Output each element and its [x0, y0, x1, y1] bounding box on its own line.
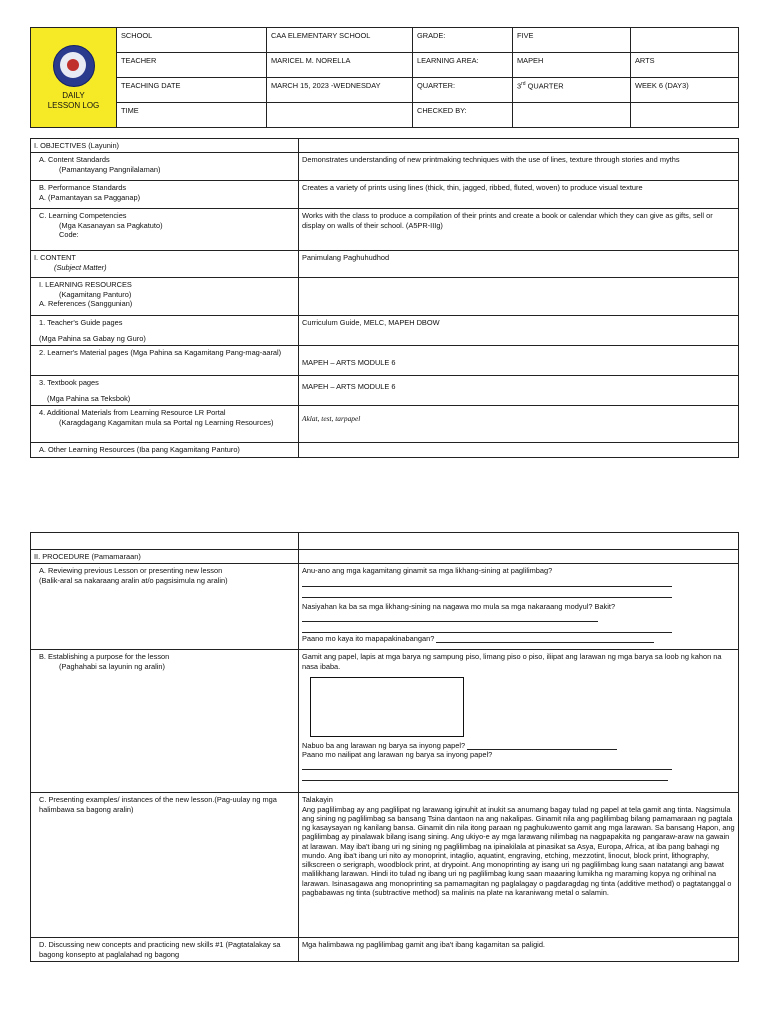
- purpose-question-1: Nabuo ba ang larawan ng barya sa inyong papel?: [302, 741, 735, 750]
- value-time: [267, 103, 413, 128]
- procedure-table: [30, 532, 739, 962]
- header-table: [30, 27, 739, 128]
- content-standards-value: Demonstrates understanding of new printmaking techniques with the use of lines, texture through stories and myths: [299, 153, 739, 181]
- competencies-label: C. Learning Competencies (Mga Kasanayan sa Pagkatuto) Code:: [31, 209, 299, 251]
- label-grade: GRADE:: [413, 28, 513, 53]
- objectives-heading: I. OBJECTIVES (Layunin): [31, 139, 299, 153]
- label-teacher: TEACHER: [117, 53, 267, 78]
- value-grade-extra: [631, 28, 739, 53]
- additional-materials-label: 4. Additional Materials from Learning Resource LR Portal (Karagdagang Kagamitan mula sa Portal ng Learning Resources): [31, 406, 299, 443]
- logo-line1: DAILY: [62, 90, 85, 100]
- purpose-question-2: Paano mo nailipat ang larawan ng barya sa inyong papel?: [302, 750, 493, 759]
- presenting-examples-label: C. Presenting examples/ instances of the new lesson.(Pag-uulay ng mga halimbawa sa bagong aralin): [31, 793, 299, 938]
- value-teaching-date: MARCH 15, 2023 -WEDNESDAY: [267, 78, 413, 103]
- procedure-heading: II. PROCEDURE (Pamamaraan): [31, 550, 299, 564]
- additional-materials-value: Aklat, test, tarpapel: [299, 406, 739, 443]
- value-quarter: 3rd QUARTER: [513, 78, 631, 103]
- textbook-value: MAPEH – ARTS MODULE 6: [299, 376, 739, 406]
- label-time: TIME: [117, 103, 267, 128]
- answer-line: [302, 612, 598, 622]
- value-checked-extra: [631, 103, 739, 128]
- reviewing-value: [299, 564, 739, 650]
- purpose-instruction: Gamit ang papel, lapis at mga barya ng sampung piso, limang piso o piso, iliipat ang larawan ng mga barya sa loob ng kahon na nasa ibaba.: [302, 652, 722, 671]
- label-quarter: QUARTER:: [413, 78, 513, 103]
- label-learning-area: LEARNING AREA:: [413, 53, 513, 78]
- deped-seal-icon: [53, 45, 95, 87]
- learners-material-value: MAPEH – ARTS MODULE 6: [299, 346, 739, 376]
- value-week: WEEK 6 (DAY3): [631, 78, 739, 103]
- drawing-box: [310, 677, 464, 737]
- review-question-2: Nasiyahan ka ba sa mga likhang-sining na nagawa mo mula sa mga nakaraang modyul? Bakit?: [302, 601, 616, 611]
- content-label: I. CONTENT (Subject Matter): [31, 251, 299, 278]
- value-grade: FIVE: [513, 28, 631, 53]
- purpose-label: B. Establishing a purpose for the lesson (Paghahabi sa layunin ng aralin): [31, 650, 299, 793]
- content-value: Panimulang Paghuhudhod: [299, 251, 739, 278]
- value-subject: ARTS: [631, 53, 739, 78]
- logo-cell: [31, 28, 117, 128]
- answer-line: [302, 760, 672, 770]
- performance-standards-label: B. Performance Standards A. (Pamantayan sa Pagganap): [31, 181, 299, 209]
- presenting-examples-value: [299, 793, 739, 938]
- answer-line: [302, 577, 672, 587]
- performance-standards-value: Creates a variety of prints using lines (thick, thin, jagged, ribbed, fluted, woven) to produce visual texture: [299, 181, 739, 209]
- discussing-concepts-label: D. Discussing new concepts and practicing new skills #1 (Pagtatalakay sa bagong konsepto at paglalahad ng bagong: [31, 938, 299, 962]
- value-learning-area: MAPEH: [513, 53, 631, 78]
- objectives-table: [30, 138, 739, 458]
- teachers-guide-value: Curriculum Guide, MELC, MAPEH DBOW: [299, 316, 739, 346]
- label-teaching-date: TEACHING DATE: [117, 78, 267, 103]
- learners-material-label: 2. Learner's Material pages (Mga Pahina sa Kagamitang Pang-mag-aaral): [31, 346, 299, 376]
- answer-line: [302, 588, 672, 598]
- competencies-value: Works with the class to produce a compilation of their prints and create a book or calendar which they can give as gifts, sell or display on walls of their school. (A5PR-IIIg): [299, 209, 739, 251]
- review-question-3: Paano mo kaya ito mapapakinabangan?: [302, 634, 735, 643]
- label-checked-by: CHECKED BY:: [413, 103, 513, 128]
- discussing-concepts-value: Mga halimbawa ng paglilimbag gamit ang iba't ibang kagamitan sa paligid.: [299, 938, 739, 962]
- value-school: CAA ELEMENTARY SCHOOL: [267, 28, 413, 53]
- answer-line: [302, 623, 672, 633]
- discussion-heading: Talakayin: [302, 795, 333, 805]
- discussion-text: Ang paglilimbag ay ang paglilipat ng larawang iginuhit at inukit sa anumang bagay tulad ng papel at tela gamit ang tinta. Nagsimula ang sining ng paglilimbag sa bansang Tsina dantaon na ang nakalipas. Ginamit nila ang paglilimbag bilang pamamaraan ng pagtala ng kasaysayan ng kanilang bansa. Ginamit din nila itong paraan ng paghukuwento gamit ang mga larawan. Sa bansang Hapon, ang paglilimbag ay pinalawak bilang isang sining. Ang ukiyo-e ay mga larawang nilimbag na nagpapakita ng pangaraw-araw na gawain at larawan. May iba't ibang uri ng sining ng paglilimbag na ipinakilala at pinasikat sa Asya, Europa, Africa, at iba pang bahagi ng mundo. Ang iba't ibang uri nito ay monoprint, intaglio, aquatint, engraving, etching, mezzotint, linocut, block print, lithography, silkscreen o serigraph, woodblock print, at drypoint. Ang monoprinting ay isang uri ng paglilimbag kung saan natatangi ang bawat malilikhang larawan. Hindi ito tulad ng ibang uri ng paglilimbag kung saan maaaring lumikha ng maraming kopya ng orihinal na larawan. Isinasagawa ang monoprinting sa pamamagitan ng paglalagay o pagdaragdag ng tinta (additive method) o pagtatanggal o pagbabawas ng tinta (subtractive method) sa malinis na plate na karaniwang metal o salamin.: [302, 804, 735, 897]
- purpose-value: [299, 650, 739, 793]
- review-question-1: Anu-ano ang mga kagamitang ginamit sa mga likhang-sining at paglilimbag?: [302, 566, 553, 576]
- logo-line2: LESSON LOG: [47, 100, 100, 110]
- teachers-guide-label: 1. Teacher's Guide pages (Mga Pahina sa Gabay ng Guro): [31, 316, 299, 346]
- textbook-label: 3. Textbook pages (Mga Pahina sa Teksbok): [31, 376, 299, 406]
- content-standards-label: A. Content Standards (Pamantayang Pangnilalaman): [31, 153, 299, 181]
- label-school: SCHOOL: [117, 28, 267, 53]
- value-teacher: MARICEL M. NORELLA: [267, 53, 413, 78]
- answer-line: [302, 771, 668, 781]
- value-checked-by: [513, 103, 631, 128]
- resources-label: I. LEARNING RESOURCES (Kagamitang Panturo) A. References (Sanggunian): [31, 278, 299, 316]
- other-resources-label: A. Other Learning Resources (Iba pang Kagamitang Panturo): [31, 443, 299, 457]
- reviewing-label: A. Reviewing previous Lesson or presenting new lesson (Balik-aral sa nakaraang aralin at/o pagsisimula ng aralin): [31, 564, 299, 650]
